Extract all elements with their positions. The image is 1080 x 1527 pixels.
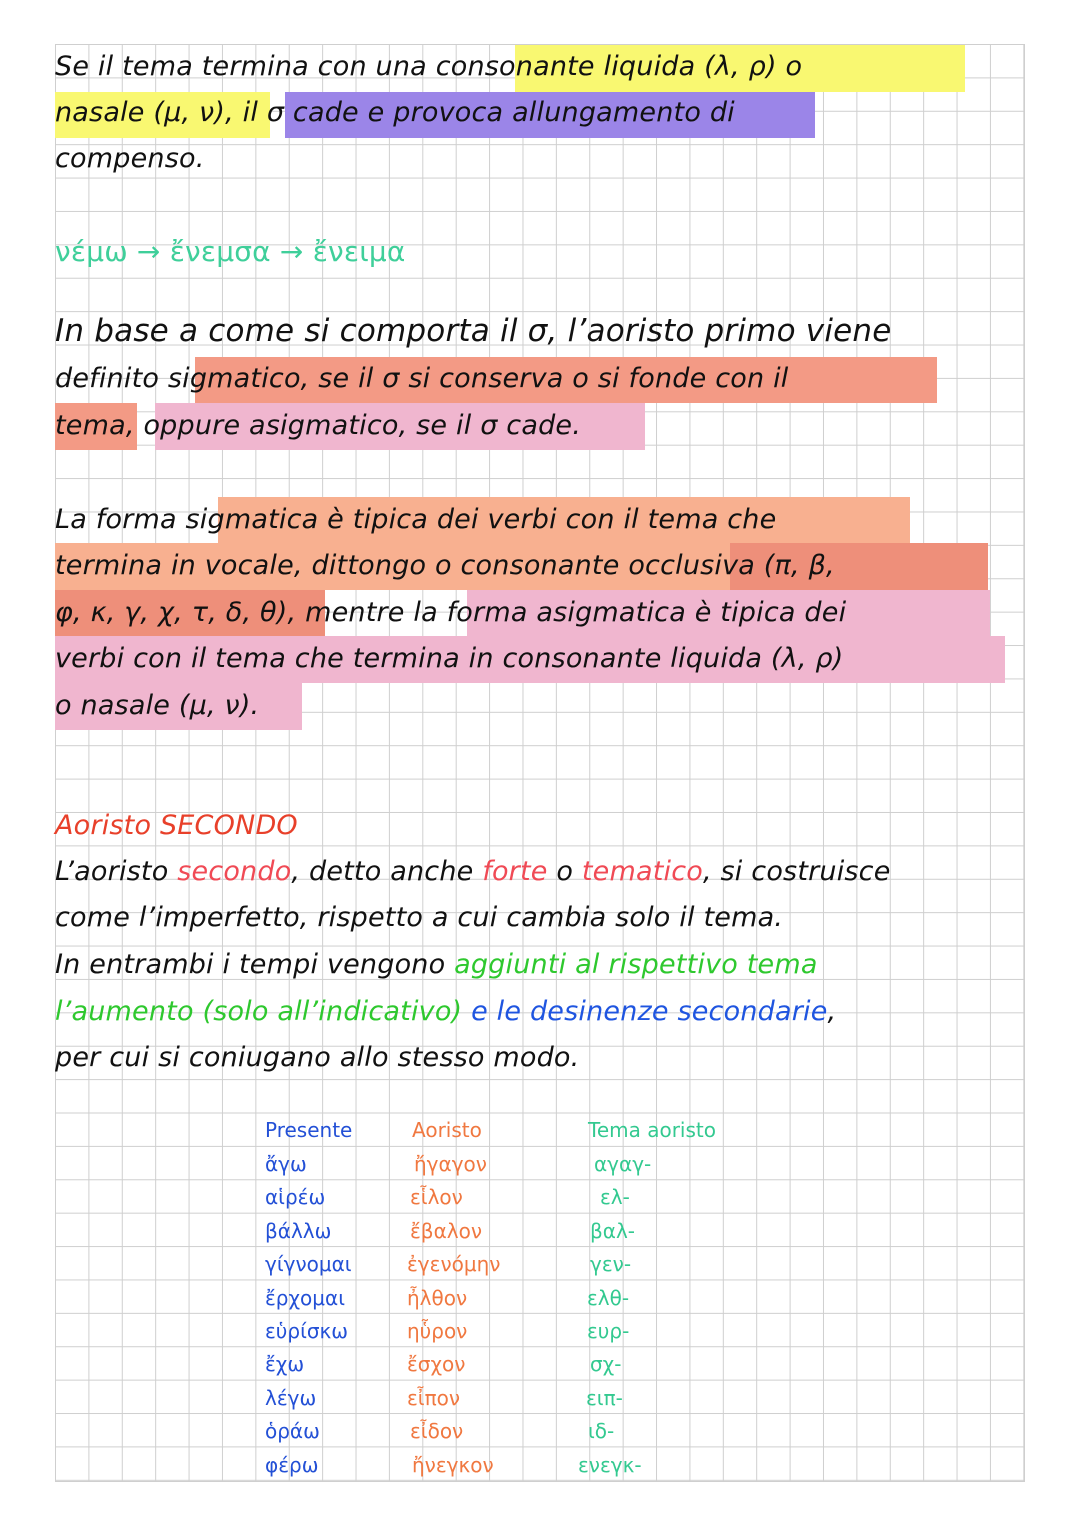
highlighted-text: verbi con il tema che termina in consonante liquida (λ, ρ): [55, 643, 844, 674]
cell-presente: γίγνομαι: [265, 1252, 352, 1277]
cell-presente: φέρω: [265, 1452, 319, 1477]
section2-line3: [55, 942, 818, 988]
title-text: Aoristo SECONDO: [55, 810, 298, 841]
table-header-tema: Tema aoristo: [588, 1118, 716, 1142]
highlighted-text: sigmatico, se il σ si conserva o si fonde con il: [167, 363, 789, 394]
cell-aoristo: ἐγενόμην: [407, 1252, 501, 1277]
text: ,: [827, 996, 837, 1027]
text: , detto anche: [291, 856, 483, 887]
text: compenso.: [55, 143, 205, 174]
table-header-presente: Presente: [265, 1118, 353, 1142]
text: ,: [125, 410, 144, 441]
highlighted-text: consonante liquida (λ, ρ) o: [435, 51, 803, 82]
cell-aoristo: ηὗρον: [407, 1319, 468, 1343]
colored-text: tematico: [581, 856, 703, 887]
cell-tema: ειπ-: [586, 1385, 623, 1410]
cell-aoristo: ἤγαγον: [414, 1152, 487, 1176]
cell-presente: λέγω: [265, 1385, 317, 1410]
cell-presente: εὑρίσκω: [265, 1319, 349, 1343]
cell-tema: ελθ-: [587, 1285, 630, 1310]
section2-line1: [55, 849, 891, 895]
paragraph1-line2: [55, 90, 735, 136]
cell-tema: ιδ-: [588, 1419, 615, 1444]
text: L’aoristo: [55, 856, 178, 887]
table-header-aoristo: Aoristo: [412, 1118, 482, 1142]
highlighted-text: nasale (μ, ν): [55, 97, 226, 128]
highlighted-text: oppure asigmatico, se il σ cade.: [143, 410, 582, 441]
cell-tema: γεν-: [590, 1252, 632, 1277]
highlighted-text: occlusiva (π, β,: [628, 550, 835, 581]
cell-tema: ευρ-: [587, 1319, 630, 1343]
text: In base a come si comporta il σ, l’aoristo primo viene: [55, 313, 892, 349]
paragraph1-line1: [55, 44, 802, 90]
text: definito: [55, 363, 168, 394]
cell-presente: αἱρέω: [265, 1185, 326, 1210]
colored-text: secondo: [177, 856, 292, 887]
highlighted-text: sigmatica è tipica dei verbi con il tema che: [185, 504, 777, 535]
paragraph2-line1: [55, 308, 892, 354]
section2-line2: [55, 895, 783, 941]
cell-aoristo: εἶπον: [407, 1385, 461, 1410]
highlighted-text: la forma asigmatica è tipica dei: [413, 597, 847, 628]
text: o: [547, 856, 582, 887]
cell-aoristo: ἔβαλον: [410, 1218, 483, 1243]
text: La forma: [55, 504, 186, 535]
text: ,: [225, 97, 243, 128]
cell-presente: ἔχω: [265, 1352, 305, 1377]
cell-presente: βάλλω: [265, 1218, 332, 1243]
cell-aoristo: εἶδον: [410, 1419, 464, 1444]
section2-line4: [55, 989, 836, 1035]
paragraph3-line4: [55, 636, 843, 682]
cell-tema: ελ-: [600, 1185, 630, 1210]
colored-text: l’aumento (solo all’indicativo): [55, 996, 463, 1027]
example-text: νέμω → ἔνεμσα → ἔνειμα: [55, 235, 406, 268]
highlighted-text: termina in vocale, dittongo o consonante: [55, 550, 629, 581]
paragraph3-line2: [55, 543, 835, 589]
highlighted-text: tema: [55, 410, 126, 441]
text: per cui si coniugano allo stesso modo.: [55, 1042, 580, 1073]
paragraph3-line1: [55, 497, 776, 543]
cell-presente: ὁράω: [265, 1419, 320, 1444]
section2-line5: [55, 1035, 579, 1081]
highlighted-text: φ, κ, γ, χ, τ, δ, θ): [55, 597, 288, 628]
paragraph2-line3: [55, 403, 581, 449]
greek-example: [55, 229, 406, 275]
colored-text: forte: [482, 856, 548, 887]
paragraph3-line3: [55, 590, 846, 636]
colored-text: aggiunti al rispettivo tema: [454, 949, 818, 980]
text: Se il tema termina con una: [55, 51, 436, 82]
cell-tema: ενεγκ-: [578, 1452, 642, 1477]
text: , si costruisce: [702, 856, 891, 887]
cell-presente: ἔρχομαι: [265, 1285, 345, 1310]
cell-tema: αγαγ-: [594, 1152, 652, 1176]
section-title: [55, 803, 298, 849]
text: come l’imperfetto, rispetto a cui cambia solo il tema.: [55, 902, 784, 933]
highlighted-text: o nasale (μ, ν).: [55, 690, 260, 721]
paragraph3-line5: [55, 683, 259, 729]
paragraph2-line2: [55, 356, 788, 402]
cell-aoristo: ἦλθον: [407, 1285, 468, 1310]
text: , mentre: [287, 597, 414, 628]
cell-aoristo: ἤνεγκον: [412, 1452, 494, 1477]
cell-aoristo: ἔσχον: [407, 1352, 466, 1377]
cell-presente: ἄγω: [265, 1152, 307, 1176]
colored-text: e le desinenze secondarie: [462, 996, 828, 1027]
cell-aoristo: εἷλον: [410, 1185, 463, 1210]
text: di: [701, 97, 735, 128]
paragraph1-line3: [55, 136, 205, 182]
cell-tema: σχ-: [590, 1352, 622, 1377]
cell-tema: βαλ-: [590, 1218, 635, 1243]
highlighted-text: il σ cade e provoca allungamento: [242, 97, 702, 128]
text: In entrambi i tempi vengono: [55, 949, 455, 980]
